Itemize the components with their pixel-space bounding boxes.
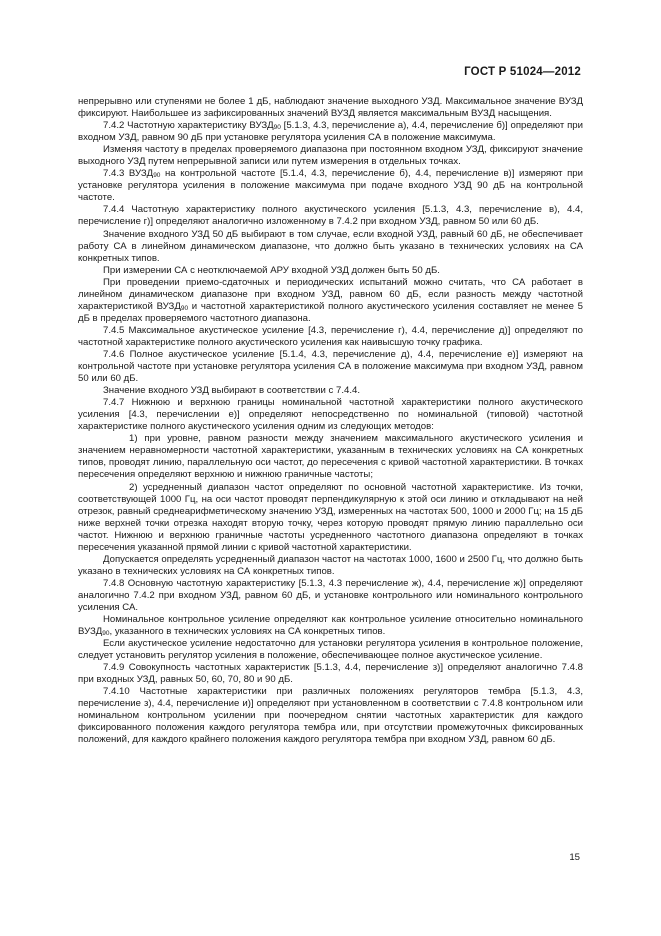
paragraph: Изменяя частоту в пределах проверяемого диапазона при постоянном входном УЗД, фиксируют значение выходного УЗД путем непрерывной записи или путем измерения в отдельных точках. xyxy=(78,144,583,168)
page-number: 15 xyxy=(569,852,580,863)
paragraph-7-4-2: 7.4.2 Частотную характеристику $ВУЗД_{90}$ [5.1.3, 4.3, перечисление а), 4.4, перечисление б)] определяют при входном УЗД, равном 90 дБ при установке регулятора усиления СА в положение максимума. xyxy=(78,120,583,144)
paragraph: При проведении приемо-сдаточных и периодических испытаний можно считать, что СА работает в линейном динамическом диапазоне при входном УЗД, равном 60 дБ, если разность между частотной характеристикой $ВУЗД_{90}$ и частотной характеристикой полного акустического усиления составляет не менее 5 дБ в пределах проверяемого частотного диапазона. xyxy=(78,276,584,324)
paragraph-7-4-9: 7.4.9 Совокупность частотных характеристик [5.1.3, 4.4, перечисление з)] определяют аналогично 7.4.8 при входных УЗД, равных 50, 60, 70, 80 и 90 дБ. xyxy=(78,662,583,686)
paragraph-7-4-8: 7.4.8 Основную частотную характеристику [5.1.3, 4.3 перечисление ж), 4.4, перечисление ж)] определяют аналогично 7.4.2 при входном УЗД, равном 60 дБ, и установке контрольного или номинального контрольного усиления СА. xyxy=(78,577,583,613)
paragraph-7-4-6: 7.4.6 Полное акустическое усиление [5.1.4, 4.3, перечисление д), 4.4, перечисление е)] измеряют на контрольной частоте при установке регулятора усиления СА в положение максимума при входном УЗД, равном 50 или 60 дБ. xyxy=(78,348,583,385)
paragraph-7-4-4: 7.4.4 Частотную характеристику полного акустического усиления [5.1.3, 4.3, перечисление в), 4.4, перечисление г)] определяют аналогично изложенному в 7.4.2 при входном УЗД, равном 50 или 60 дБ. xyxy=(78,204,583,228)
paragraph-continuation: непрерывно или ступенями не более 1 дБ, наблюдают значение выходного УЗД. Максимальное значение ВУЗД фиксируют. Наибольшее из зафиксированных значений ВУЗД является максимальным ВУЗД насыщения. xyxy=(78,96,583,120)
document-body xyxy=(78,96,583,747)
paragraph: Если акустическое усиление недостаточно для установки регулятора усиления в контрольное положение, следует установить регулятор усиления в положение, обеспечивающее полное акустическое усиление. xyxy=(78,638,583,662)
paragraph-7-4-7: 7.4.7 Нижнюю и верхнюю границы номинальной частотной характеристики полного акустического усиления [4.3, перечислении е)] определяют непосредственно по номинальной (типовой) частотной характеристике полного акустического усиления одним из следующих методов: xyxy=(78,397,583,433)
paragraph: Значение входного УЗД 50 дБ выбирают в том случае, если входной УЗД, равный 60 дБ, не обеспечивает работу СА в линейном динамическом диапазоне, что должно быть указано в технических условиях на СА конкретных типов. xyxy=(78,228,583,264)
standard-header: ГОСТ Р 51024—2012 xyxy=(464,66,581,78)
list-item-method-2: 2) усредненный диапазон частот определяют по основной частотной характеристике. Из точки, соответствующей 1000 Гц, на оси частот проводят перпендикулярную к этой оси линию и откладывают на ней отрезок, равный среднеарифметическому значению УЗД, измеренных на частотах 500, 1000 и 2000 Гц; на 15 дБ ниже верхней точки отрезка находят вторую точку, через которую проводят прямую линию параллельно оси частот. Нижнюю и верхнюю граничные частоты усредненного частотного диапазона определяют в точках пересечения указанной прямой линии с кривой частотной характеристики. xyxy=(78,481,583,553)
paragraph: Значение входного УЗД выбирают в соответствии с 7.4.4. xyxy=(103,385,360,397)
paragraph: Номинальное контрольное усиление определяют как контрольное усиление относительно номинального $ВУЗД_{90}$, указанного в технических условиях на СА конкретных типов. xyxy=(78,614,583,638)
paragraph: При измерении СА с неотключаемой АРУ входной УЗД должен быть 50 дБ. xyxy=(103,264,440,276)
paragraph-7-4-5: 7.4.5 Максимальное акустическое усиление [4.3, перечисление г), 4.4, перечисление д)] определяют по частотной характеристике полного акустического усиления как наивысшую точку графика. xyxy=(78,324,583,348)
paragraph-7-4-10: 7.4.10 Частотные характеристики при различных положениях регуляторов тембра [5.1.3, 4.3, перечисление з), 4.4, перечисление и)] определяют при установленном в соответствии с 7.4.8 контрольном или номинальном контрольном усилении при поочередном снятии частотных характеристик для каждого фиксированного положения каждого регулятора тембра или, при отсутствии промежуточных фиксированных положений, для каждого крайнего положения каждого регулятора тембра при входном УЗД, равном 60 дБ. xyxy=(78,686,583,746)
paragraph: Допускается определять усредненный диапазон частот на частотах 1000, 1600 и 2500 Гц, что должно быть указано в технических условиях на СА конкретных типов. xyxy=(78,553,583,577)
list-item-method-1: 1) при уровне, равном разности между значением максимального акустического усиления и значением неравномерности частотной характеристики, указанным в технических условиях на СА конкретных типов, проводят линию, параллельную оси частот, до пересечения с кривой частотной характеристики. В точках пересечения определяют верхнюю и нижнюю граничные частоты; xyxy=(78,433,583,481)
paragraph-7-4-3: 7.4.3 $ВУЗД_{90}$ на контрольной частоте [5.1.4, 4.3, перечисление б), 4.4, перечисление в)] измеряют при установке регулятора усиления в положение максимума при подаче входного УЗД 90 дБ на контрольной частоте. xyxy=(78,168,583,204)
